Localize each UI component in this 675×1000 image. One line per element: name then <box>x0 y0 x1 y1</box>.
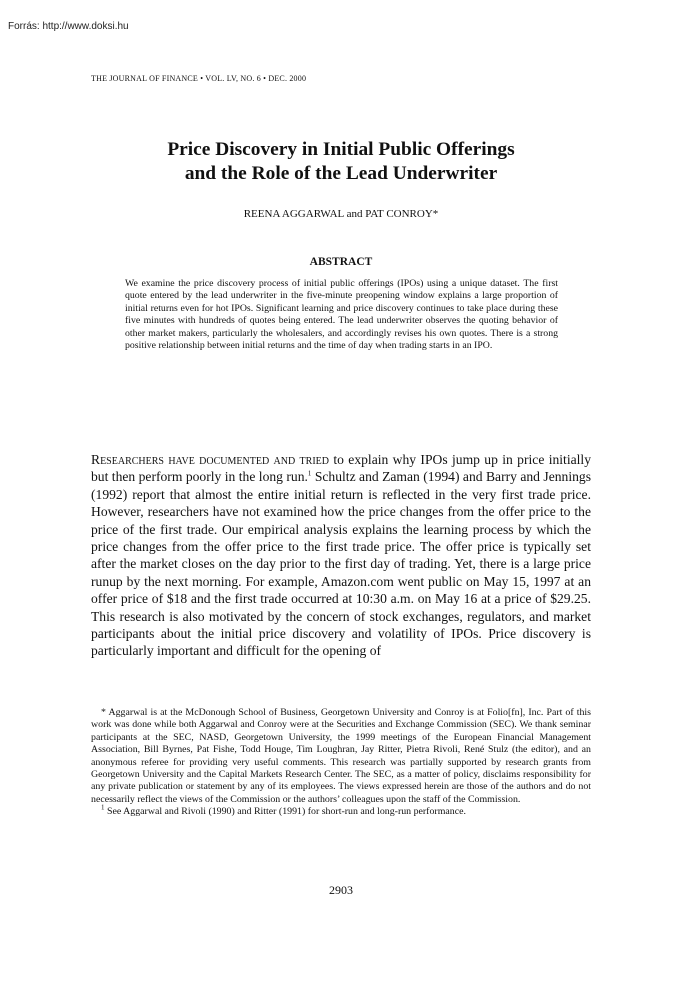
footnotes <box>91 707 591 819</box>
title-line-1: Price Discovery in Initial Public Offerings <box>167 139 515 160</box>
source-url: Forrás: http://www.doksi.hu <box>8 21 129 32</box>
authors: REENA AGGARWAL and PAT CONROY* <box>243 208 439 220</box>
paper-title <box>91 138 591 186</box>
footnote-star: * Aggarwal is at the McDonough School of Business, Georgetown University and Conroy is at Folio[fn], Inc. Part of this work was done while both Aggarwal and Conroy were at the Securities and Exchange Commission (SEC). We thank seminar participants at the SEC, NASD, Georgetown University, the 1999 meetings of the European Financial Management Association, Bill Byrnes, Pat Fishe, Todd Houge, Tim Loughran, Jay Ritter, Pietra Rivoli, René Stulz (the editor), and an anonymous referee for providing very useful comments. This research was partially supported by research grants from Georgetown University and the Capital Markets Research Center. The SEC, as a matter of policy, disclaims responsibility for any private publication or statement by any of its employees. The views expressed herein are those of the authors and do not necessarily reflect the views of the Commission or the authors’ colleagues upon the staff of the Commission. <box>91 707 591 805</box>
running-head: THE JOURNAL OF FINANCE • VOL. LV, NO. 6 • DEC. 2000 <box>91 74 307 83</box>
body-text-a: to explain why IPOs jump up in price initially but then perform poorly in the long run. <box>91 452 591 485</box>
abstract-text: We examine the price discovery process of initial public offerings (IPOs) using a unique dataset. The first quote entered by the lead underwriter in the five-minute preopening window explains a large proportion of initial returns even for hot IPOs. Significant learning and price discovery continues to take place during these five minutes with hundreds of quotes being entered. The lead underwriter observes the quoting behavior of other market makers, particularly the wholesalers, and accordingly revises his own quotes. There is a strong positive relationship between initial returns and the time of day when trading starts in an IPO. <box>125 278 558 352</box>
title-line-2: and the Role of the Lead Underwriter <box>184 163 498 184</box>
page-number: 2903 <box>329 883 353 897</box>
footnote-1-marker: 1 <box>101 803 105 812</box>
footnote-ref-1[interactable]: 1 <box>307 469 312 478</box>
body-lead-in: Researchers have documented and tried <box>91 452 329 467</box>
footnote-1-text: See Aggarwal and Rivoli (1990) and Ritter (1991) for short-run and long-run performance. <box>104 806 466 818</box>
body-text-b: Schultz and Zaman (1994) and Barry and Jennings (1992) report that almost the entire initial return is reflected in the very first trade price. However, researchers have not examined how the price changes from the offer price to the price of the first trade. Our empirical analysis explains the learning process by which the price changes from the offer price to the first trade price. The offer price is typically set after the market closes on the day prior to the first day of trading. Yet, there is a large price runup by the next morning. For example, Amazon.com went public on May 15, 1997 at an offer price of $18 and the first trade occurred at 10:30 a.m. on May 16 at a price of $29.25. This research is also motivated by the concern of stock exchanges, regulators, and market participants about the initial price discovery and volatility of IPOs. Price discovery is particularly important and difficult for the opening of <box>91 469 591 659</box>
body-paragraph <box>91 451 591 660</box>
abstract-heading: ABSTRACT <box>309 256 373 268</box>
footnote-1 <box>91 803 591 818</box>
